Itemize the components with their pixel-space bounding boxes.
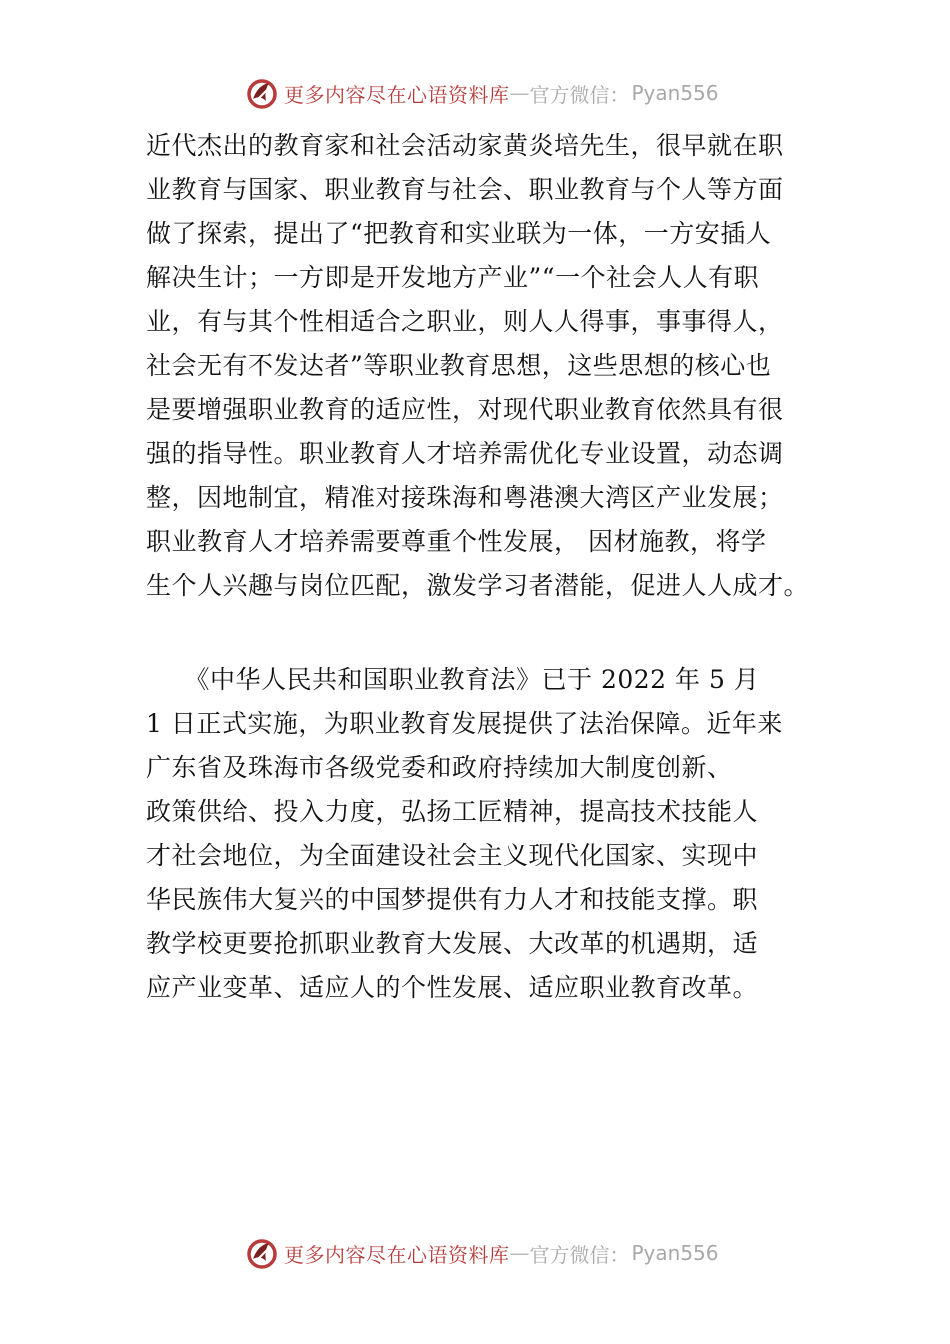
text-line: 业教育与国家、职业教育与社会、职业教育与个人等方面 xyxy=(146,175,784,204)
text-line: 广东省及珠海市各级党委和政府持续加大制度创新、 xyxy=(146,753,733,782)
text-line: 生个人兴趣与岗位匹配，激发学习者潜能，促进人人成才。 xyxy=(146,571,810,600)
text-line: 业，有与其个性相适合之职业，则人人得事，事事得人， xyxy=(146,307,784,336)
text-line: 《中华人民共和国职业教育法》已于 2022 年 5 月 xyxy=(146,665,760,694)
text-line: 是要增强职业教育的适应性，对现代职业教育依然具有很 xyxy=(146,395,784,424)
text-line: 1 日正式实施，为职业教育发展提供了法治保障。近年来 xyxy=(146,709,783,738)
header-watermark xyxy=(244,75,719,111)
text-line: 近代杰出的教育家和社会活动家黄炎培先生，很早就在职 xyxy=(146,131,784,160)
text-line: 解决生计；一方即是开发地方产业”“一个社会人人有职 xyxy=(146,263,760,292)
watermark-separator: — xyxy=(509,1241,530,1265)
text-line: 华民族伟大复兴的中国梦提供有力人才和技能支撑。职 xyxy=(146,885,759,914)
text-line: 社会无有不发达者”等职业教育思想，这些思想的核心也 xyxy=(146,351,772,380)
text-line: 应产业变革、适应人的个性发展、适应职业教育改革。 xyxy=(146,973,759,1002)
footer-watermark xyxy=(244,1235,719,1271)
watermark-wechat-id: Pyan556 xyxy=(631,1241,719,1265)
watermark-wechat-label: 官方微信： xyxy=(529,82,630,107)
watermark-wechat-id: Pyan556 xyxy=(631,81,719,105)
logo-icon xyxy=(244,1235,280,1271)
text-line: 教学校更要抢抓职业教育大发展、大改革的机遇期，适 xyxy=(146,929,759,958)
text-line: 才社会地位，为全面建设社会主义现代化国家、实现中 xyxy=(146,841,759,870)
text-line: 做了探索，提出了“把教育和实业联为一体，一方安插人 xyxy=(146,219,772,248)
watermark-text: 更多内容尽在心语资料库 xyxy=(284,1242,510,1267)
watermark-separator: — xyxy=(509,81,530,105)
logo-icon xyxy=(244,75,280,111)
watermark-text: 更多内容尽在心语资料库 xyxy=(284,82,510,107)
text-line: 整，因地制宜，精准对接珠海和粤港澳大湾区产业发展； xyxy=(146,483,784,512)
text-line: 职业教育人才培养需要尊重个性发展， 因材施教，将学 xyxy=(146,527,767,556)
watermark-wechat-label: 官方微信： xyxy=(529,1242,630,1267)
text-line: 政策供给、投入力度，弘扬工匠精神，提高技术技能人 xyxy=(146,797,759,826)
text-line: 强的指导性。职业教育人才培养需优化专业设置，动态调 xyxy=(146,439,784,468)
